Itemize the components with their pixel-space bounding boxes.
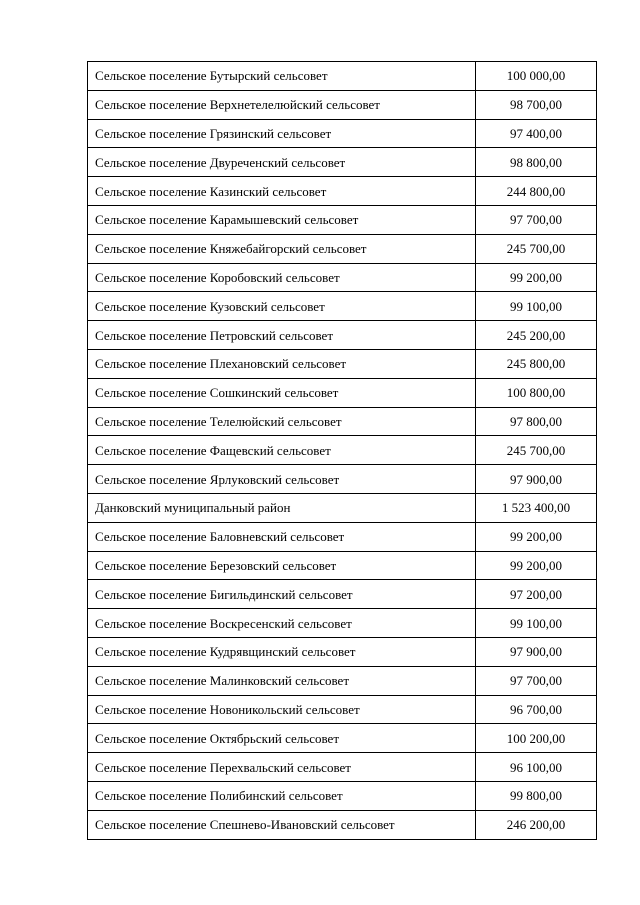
table-row (88, 781, 597, 810)
amount-cell: 99 800,00 (476, 781, 597, 810)
amount-cell: 1 523 400,00 (476, 493, 597, 522)
amount-cell: 97 900,00 (476, 465, 597, 494)
settlement-name-cell: Сельское поселение Кудрявщинский сельсовет (88, 637, 476, 666)
table-row (88, 465, 597, 494)
table-row (88, 263, 597, 292)
settlement-name-cell: Сельское поселение Бигильдинский сельсовет (88, 580, 476, 609)
budget-table-body (88, 62, 597, 840)
amount-cell: 99 200,00 (476, 522, 597, 551)
amount-cell: 96 100,00 (476, 753, 597, 782)
settlement-name-cell: Сельское поселение Березовский сельсовет (88, 551, 476, 580)
amount-cell: 96 700,00 (476, 695, 597, 724)
settlement-name-cell: Данковский муниципальный район (88, 493, 476, 522)
settlement-name-cell: Сельское поселение Ярлуковский сельсовет (88, 465, 476, 494)
table-row (88, 205, 597, 234)
settlement-name-cell: Сельское поселение Перехвальский сельсовет (88, 753, 476, 782)
amount-cell: 245 700,00 (476, 234, 597, 263)
settlement-name-cell: Сельское поселение Октябрьский сельсовет (88, 724, 476, 753)
amount-cell: 100 200,00 (476, 724, 597, 753)
amount-cell: 246 200,00 (476, 810, 597, 839)
amount-cell: 245 200,00 (476, 321, 597, 350)
budget-table (87, 61, 597, 840)
table-row (88, 810, 597, 839)
amount-cell: 99 200,00 (476, 263, 597, 292)
table-row (88, 580, 597, 609)
settlement-name-cell: Сельское поселение Коробовский сельсовет (88, 263, 476, 292)
settlement-name-cell: Сельское поселение Кузовский сельсовет (88, 292, 476, 321)
amount-cell: 245 700,00 (476, 436, 597, 465)
settlement-name-cell: Сельское поселение Казинский сельсовет (88, 177, 476, 206)
table-row (88, 321, 597, 350)
settlement-name-cell: Сельское поселение Верхнетелелюйский сельсовет (88, 90, 476, 119)
settlement-name-cell: Сельское поселение Петровский сельсовет (88, 321, 476, 350)
table-row (88, 292, 597, 321)
table-row (88, 522, 597, 551)
amount-cell: 97 200,00 (476, 580, 597, 609)
amount-cell: 98 800,00 (476, 148, 597, 177)
settlement-name-cell: Сельское поселение Княжебайгорский сельсовет (88, 234, 476, 263)
amount-cell: 244 800,00 (476, 177, 597, 206)
amount-cell: 98 700,00 (476, 90, 597, 119)
table-row (88, 349, 597, 378)
settlement-name-cell: Сельское поселение Спешнево-Ивановский сельсовет (88, 810, 476, 839)
settlement-name-cell: Сельское поселение Бутырский сельсовет (88, 62, 476, 91)
table-row (88, 177, 597, 206)
settlement-name-cell: Сельское поселение Карамышевский сельсовет (88, 205, 476, 234)
settlement-name-cell: Сельское поселение Новоникольский сельсовет (88, 695, 476, 724)
table-row (88, 148, 597, 177)
settlement-name-cell: Сельское поселение Фащевский сельсовет (88, 436, 476, 465)
table-row (88, 407, 597, 436)
amount-cell: 97 700,00 (476, 205, 597, 234)
settlement-name-cell: Сельское поселение Грязинский сельсовет (88, 119, 476, 148)
amount-cell: 99 100,00 (476, 292, 597, 321)
table-row (88, 695, 597, 724)
table-row (88, 62, 597, 91)
settlement-name-cell: Сельское поселение Воскресенский сельсовет (88, 609, 476, 638)
amount-cell: 97 800,00 (476, 407, 597, 436)
amount-cell: 99 200,00 (476, 551, 597, 580)
table-row (88, 119, 597, 148)
amount-cell: 99 100,00 (476, 609, 597, 638)
amount-cell: 100 800,00 (476, 378, 597, 407)
table-row (88, 493, 597, 522)
settlement-name-cell: Сельское поселение Плехановский сельсовет (88, 349, 476, 378)
table-row (88, 753, 597, 782)
table-row (88, 609, 597, 638)
amount-cell: 245 800,00 (476, 349, 597, 378)
table-row (88, 724, 597, 753)
table-row (88, 378, 597, 407)
settlement-name-cell: Сельское поселение Полибинский сельсовет (88, 781, 476, 810)
table-row (88, 637, 597, 666)
table-row (88, 234, 597, 263)
table-row (88, 551, 597, 580)
amount-cell: 97 400,00 (476, 119, 597, 148)
settlement-name-cell: Сельское поселение Малинковский сельсовет (88, 666, 476, 695)
settlement-name-cell: Сельское поселение Сошкинский сельсовет (88, 378, 476, 407)
table-row (88, 436, 597, 465)
table-row (88, 90, 597, 119)
table-row (88, 666, 597, 695)
amount-cell: 97 700,00 (476, 666, 597, 695)
settlement-name-cell: Сельское поселение Телелюйский сельсовет (88, 407, 476, 436)
amount-cell: 100 000,00 (476, 62, 597, 91)
amount-cell: 97 900,00 (476, 637, 597, 666)
settlement-name-cell: Сельское поселение Баловневский сельсовет (88, 522, 476, 551)
settlement-name-cell: Сельское поселение Двуреченский сельсовет (88, 148, 476, 177)
